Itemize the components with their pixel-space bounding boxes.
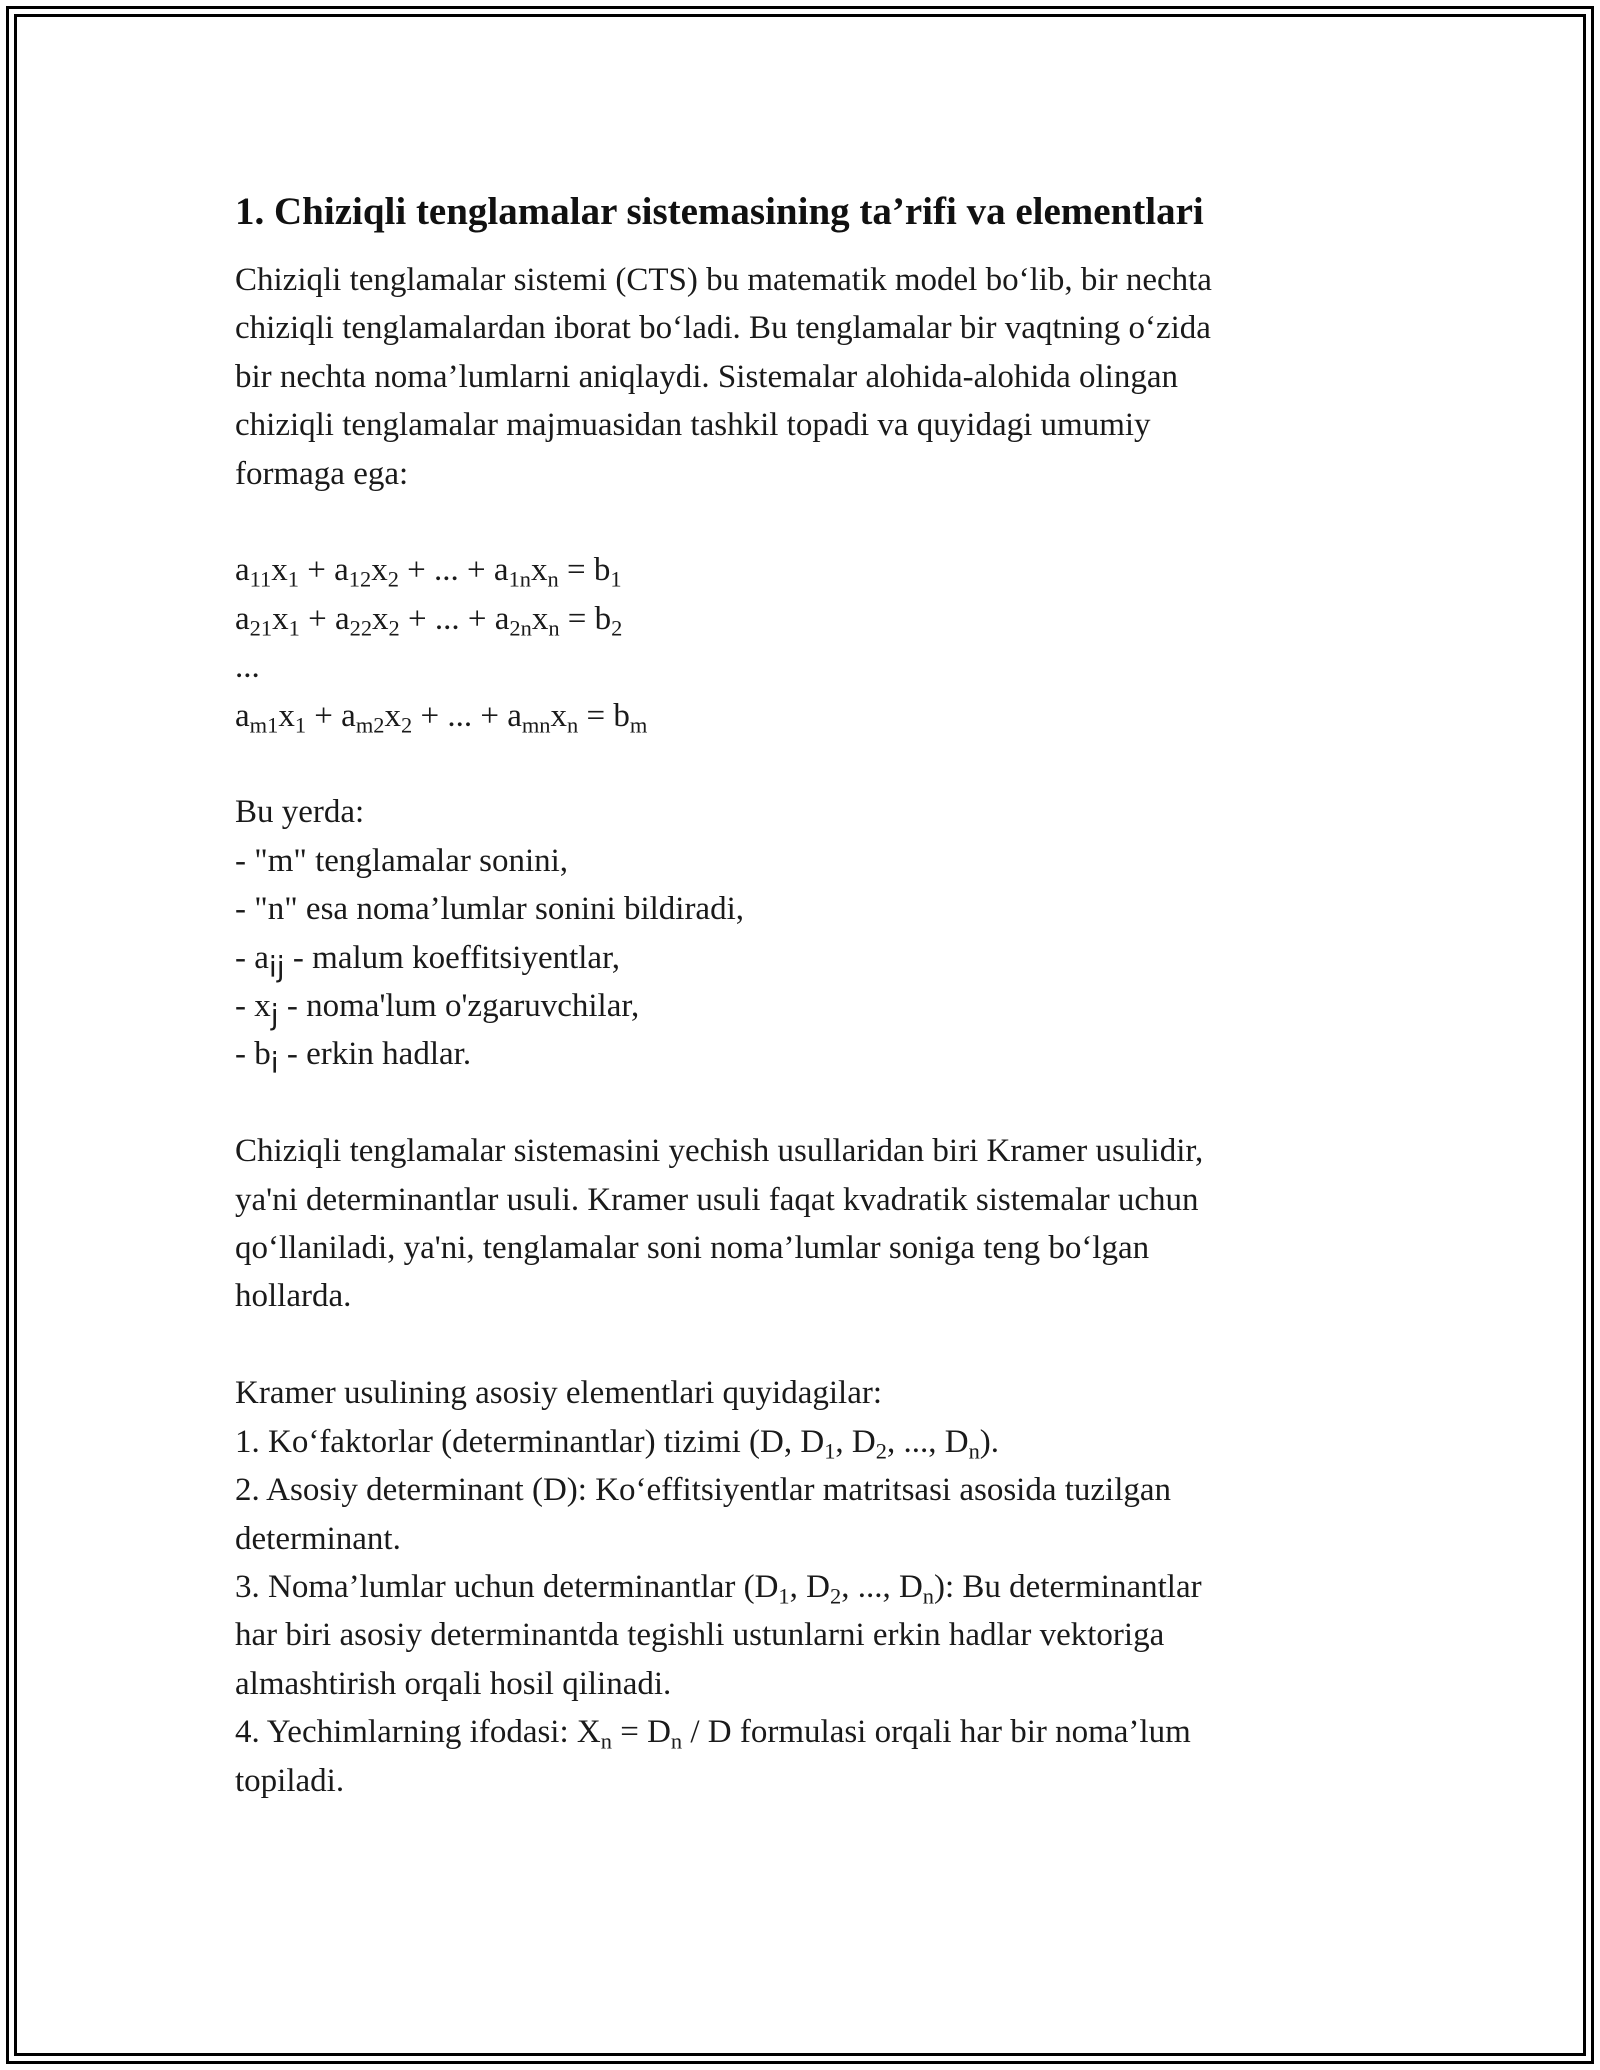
intro-line: chiziqli tenglamalardan iborat bo‘ladi. Bu tenglamalar bir vaqtning o‘zida bbox=[235, 310, 1211, 347]
definition-a: - $a_{ij}$ - malum koeffitsiyentlar, bbox=[235, 939, 620, 984]
equation-row-2: $a_{21}x_1 + a_{22}x_2$ + ... + $a_{2n}x_n = b_2$ bbox=[235, 600, 623, 641]
definition-b: - $b_i$ - erkin hadlar. bbox=[235, 1036, 472, 1080]
kramer-line: Chiziqli tenglamalar sistemasini yechish usullaridan biri Kramer usulidir, bbox=[235, 1133, 1204, 1170]
spacer bbox=[235, 498, 1375, 546]
kramer-line: qo‘llaniladi, ya'ni, tenglamalar soni noma’lumlar soniga teng bo‘lgan bbox=[235, 1230, 1150, 1267]
definitions-intro: Bu yerda: bbox=[235, 794, 365, 831]
spacer bbox=[235, 1079, 1375, 1127]
equation-system bbox=[235, 546, 1375, 740]
equation-row-1: $a_{11}x_1 + a_{12}x_2$ + ... + $a_{1n}x_n = b_1$ bbox=[235, 552, 622, 593]
element-item-3-cont: almashtirish orqali hosil qilinadi. bbox=[235, 1665, 672, 1702]
section-heading: 1. Chiziqli tenglamalar sistemasining ta’rifi va elementlari bbox=[235, 190, 1204, 233]
element-item-4-cont: topiladi. bbox=[235, 1762, 345, 1799]
definition-m: - "m" tenglamalar sonini, bbox=[235, 842, 569, 879]
intro-line: bir nechta noma’lumlarni aniqlaydi. Sistemalar alohida-alohida olingan bbox=[235, 358, 1178, 395]
kramer-elements-list bbox=[235, 1369, 1375, 1805]
intro-line: chiziqli tenglamalar majmuasidan tashkil topadi va quyidagi umumiy bbox=[235, 407, 1151, 444]
element-item-2: 2. Asosiy determinant (D): Ko‘effitsiyentlar matritsasi asosida tuzilgan bbox=[235, 1472, 1172, 1509]
kramer-line: hollarda. bbox=[235, 1278, 352, 1315]
element-item-4: 4. Yechimlarning ifodasi: $X_n = D_n / D$ formulasi orqali har bir noma’lum bbox=[235, 1714, 1191, 1754]
spacer bbox=[235, 1321, 1375, 1369]
intro-line: Chiziqli tenglamalar sistemi (CTS) bu matematik model bo‘lib, bir nechta bbox=[235, 262, 1212, 298]
kramer-line: ya'ni determinantlar usuli. Kramer usuli faqat kvadratik sistemalar uchun bbox=[235, 1181, 1199, 1218]
element-item-2-cont: determinant. bbox=[235, 1520, 401, 1557]
element-item-3: 3. Noma’lumlar uchun determinantlar ($D_1$, $D_2$, ..., $D_n$): Bu determinantlar bbox=[235, 1568, 1202, 1609]
elements-title: Kramer usulining asosiy elementlari quyidagilar: bbox=[235, 1375, 882, 1412]
document-body bbox=[235, 188, 1375, 1805]
kramer-paragraph bbox=[235, 1127, 1375, 1321]
element-item-3-cont: har biri asosiy determinantda tegishli ustunlarni erkin hadlar vektoriga bbox=[235, 1617, 1165, 1654]
intro-paragraph bbox=[235, 256, 1375, 498]
intro-line: formaga ega: bbox=[235, 455, 409, 492]
definition-x: - $x_j$ - noma'lum o'zgaruvchilar, bbox=[235, 988, 640, 1032]
definitions-list bbox=[235, 788, 1375, 1078]
element-item-1: 1. Ko‘faktorlar (determinantlar) tizimi (D, $D_1$, $D_2$, ..., $D_n$). bbox=[235, 1423, 1000, 1464]
definition-n: - "n" esa noma’lumlar sonini bildiradi, bbox=[235, 891, 745, 928]
equation-row-m: $a_{m1}x_1 + a_{m2}x_2$ + ... + $a_{mn}x_n = b_m$ bbox=[235, 697, 648, 738]
equation-ellipsis: ... bbox=[235, 649, 260, 686]
spacer bbox=[235, 740, 1375, 788]
